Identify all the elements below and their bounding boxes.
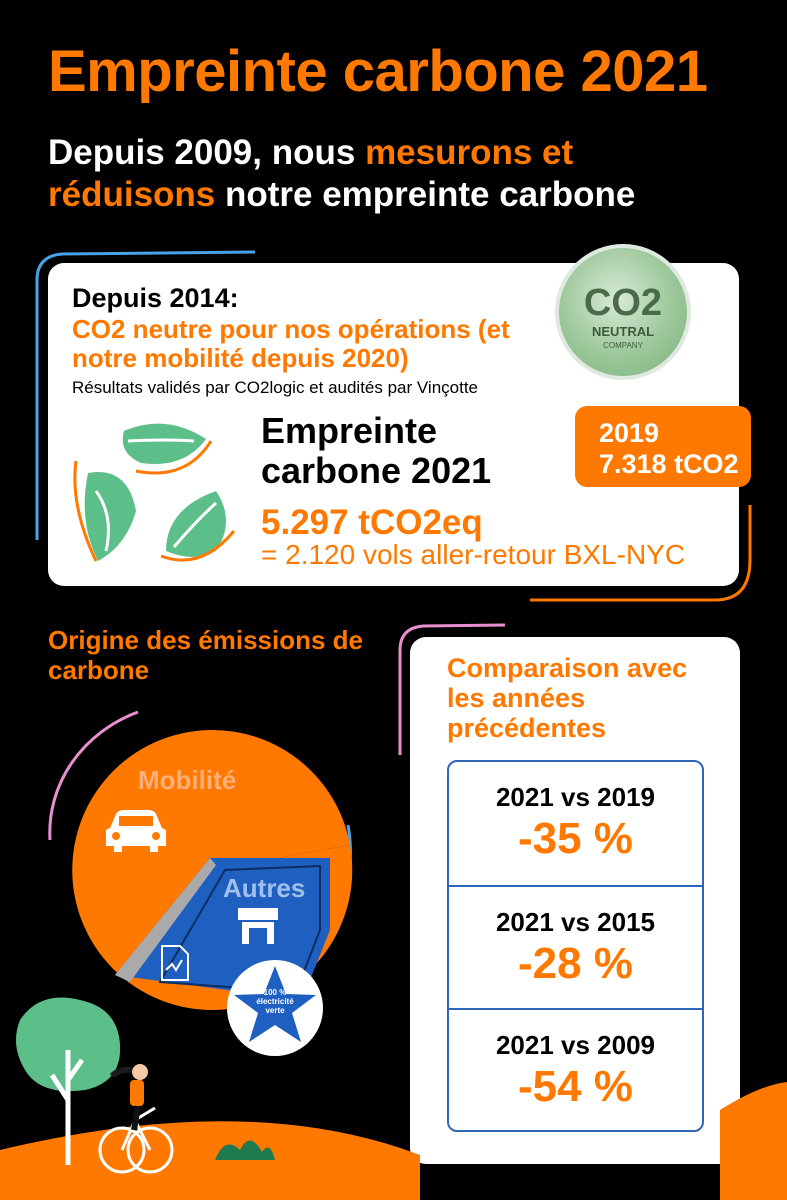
subtitle-highlight1: mesurons et bbox=[365, 133, 574, 172]
co2-neutral-seal bbox=[555, 244, 691, 380]
comparison-label: 2021 vs 2019 bbox=[495, 782, 656, 812]
page-subtitle bbox=[48, 132, 748, 216]
subtitle-highlight2: réduisons bbox=[48, 175, 216, 214]
footprint-value: 5.297 tCO2eq bbox=[261, 503, 483, 542]
leaves-icon bbox=[66, 411, 246, 571]
pie-label-others: Autres bbox=[223, 873, 306, 903]
seal-co2-text: CO2 bbox=[583, 282, 663, 324]
comparison-label: 2021 vs 2015 bbox=[495, 907, 656, 937]
comparison-row bbox=[449, 762, 702, 885]
comparison-value: -35 % bbox=[518, 814, 633, 863]
subtitle-part2: notre empreinte carbone bbox=[215, 175, 636, 214]
green-electricity-label: 100 % électricité verte bbox=[256, 988, 294, 1015]
footprint-label: Empreinte carbone 2021 bbox=[261, 410, 492, 491]
neutral-statement: CO2 neutre pour nos opérations (et notre mobilité depuis 2020) bbox=[72, 314, 510, 373]
pie-label-mobility: Mobilité bbox=[138, 765, 237, 795]
orange-hill-right bbox=[720, 1082, 787, 1200]
seal-company-text: COMPANY bbox=[603, 341, 643, 350]
comparison-value: -54 % bbox=[518, 1062, 633, 1111]
shop-icon bbox=[238, 908, 278, 944]
bottom-scenery bbox=[0, 990, 787, 1200]
origin-title: Origine des émissions de carbone bbox=[48, 625, 363, 685]
badge-value: 7.318 tCO2 bbox=[599, 449, 739, 479]
comparison-value: -28 % bbox=[518, 939, 633, 988]
seal-neutral-text: NEUTRAL bbox=[591, 324, 655, 339]
badge-2019 bbox=[575, 406, 751, 487]
since-2014-label: Depuis 2014: bbox=[72, 283, 239, 313]
comparison-label: 2021 vs 2009 bbox=[495, 1030, 656, 1060]
validation-text: Résultats validés par CO2logic et audités par Vinçotte bbox=[72, 378, 479, 397]
flight-equivalent: = 2.120 vols aller-retour BXL-NYC bbox=[261, 539, 686, 570]
subtitle-part1: Depuis 2009, nous bbox=[48, 133, 366, 172]
badge-year: 2019 bbox=[599, 418, 660, 448]
comparison-title: Comparaison avec les années précédentes bbox=[447, 653, 688, 743]
page-title: Empreinte carbone 2021 bbox=[48, 39, 708, 104]
orange-hill bbox=[0, 1121, 420, 1200]
